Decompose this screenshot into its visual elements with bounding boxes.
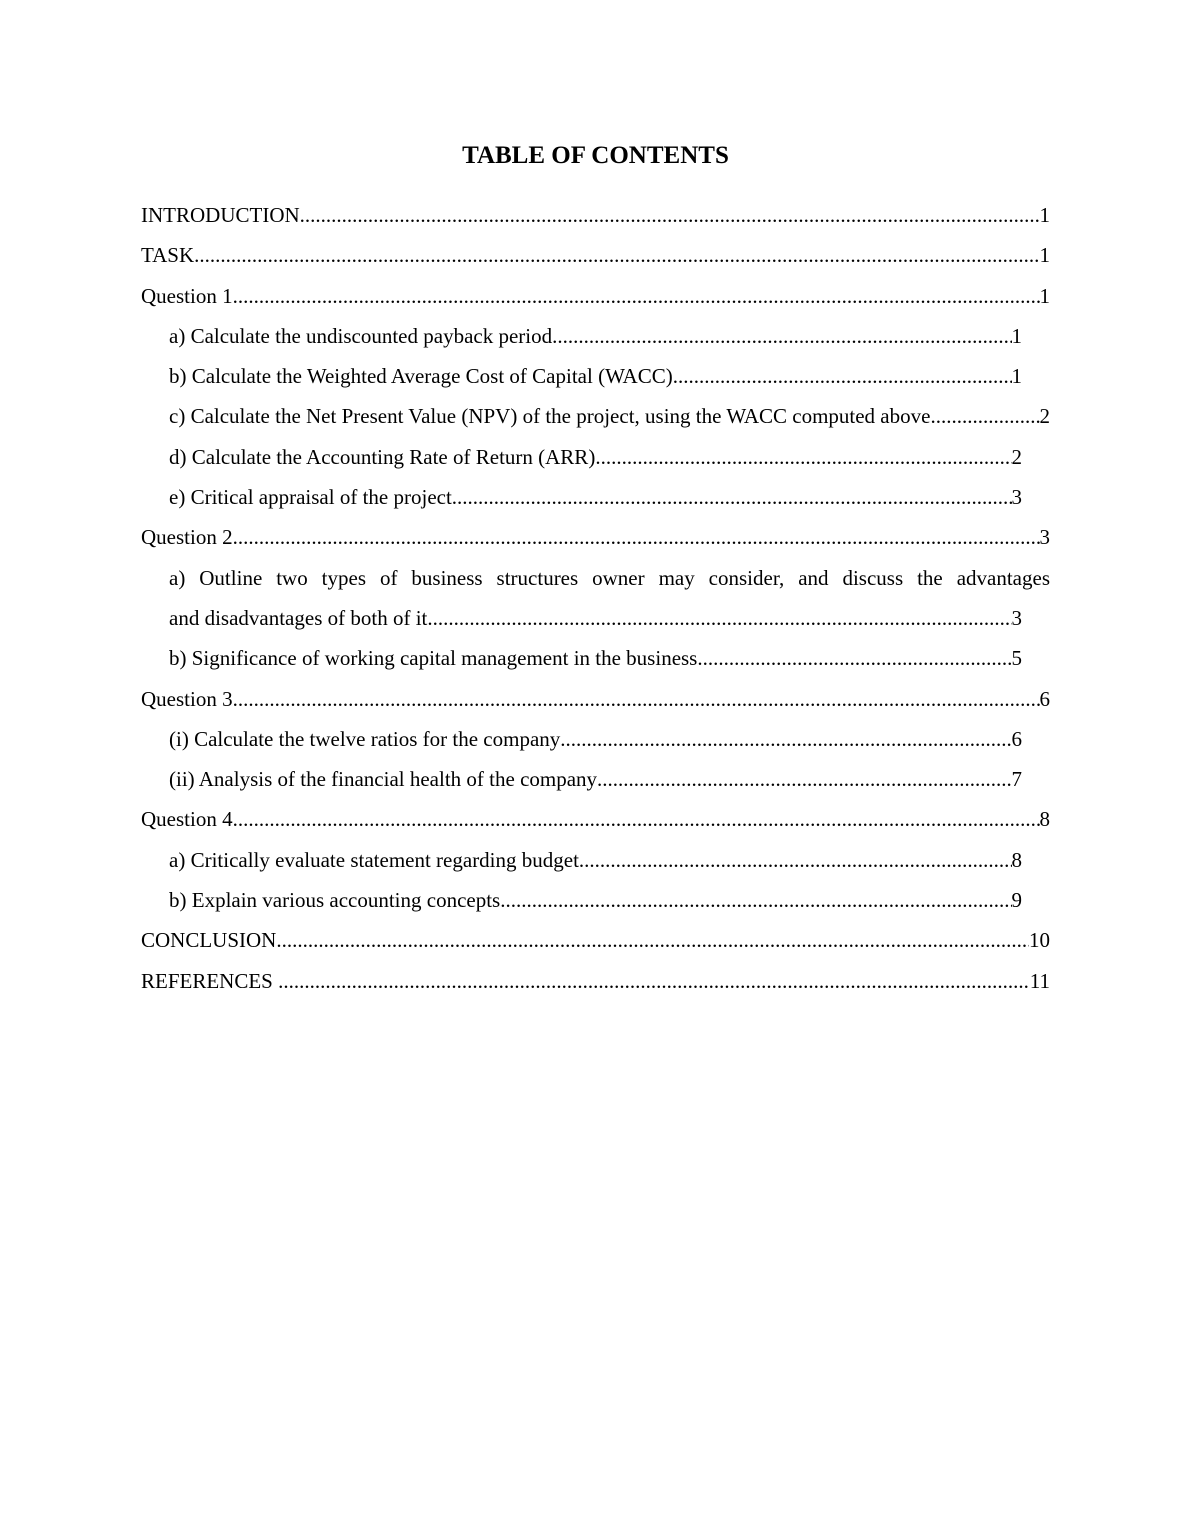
toc-entry-label: b) Significance of working capital management in the business xyxy=(169,646,698,671)
toc-page-number: 1 xyxy=(1011,364,1022,389)
toc-page-number: 6 xyxy=(1011,726,1022,751)
toc-page-number: 2 xyxy=(1011,444,1022,469)
toc-page-number: 8 xyxy=(1039,807,1050,832)
toc-entry-question-3[interactable] xyxy=(141,679,1050,719)
toc-entry-label: e) Critical appraisal of the project xyxy=(169,485,452,510)
toc-page-number: 1 xyxy=(1039,203,1050,227)
toc-entry-question-2[interactable] xyxy=(141,517,1050,557)
toc-dot-leader xyxy=(452,477,1012,517)
toc-entry-label-line1: a) Outline two types of business structures owner may consider, and discuss the advantages xyxy=(169,565,1050,590)
toc-page-number: 1 xyxy=(1039,243,1050,268)
toc-entry-q1-c[interactable] xyxy=(141,396,1050,436)
toc-entry-q1-e[interactable] xyxy=(141,477,1050,517)
toc-entry-q1-b[interactable] xyxy=(141,356,1050,396)
toc-entry-label: b) Explain various accounting concepts xyxy=(169,888,501,913)
toc-dot-leader xyxy=(595,437,1011,477)
toc-page-number: 2 xyxy=(1039,404,1050,429)
toc-page-number: 1 xyxy=(1011,323,1022,348)
toc-dot-leader xyxy=(300,195,1040,235)
toc-dot-leader xyxy=(560,719,1011,759)
toc-dot-leader xyxy=(930,396,1039,436)
toc-page-number: 6 xyxy=(1039,686,1050,711)
toc-dot-leader xyxy=(427,598,1011,638)
toc-entry-q4-b[interactable] xyxy=(141,880,1050,920)
toc-list xyxy=(141,195,1050,1001)
toc-page-number: 3 xyxy=(1011,485,1022,510)
toc-entry-task[interactable] xyxy=(141,235,1050,275)
toc-entry-label: Question 4 xyxy=(141,807,233,832)
toc-dot-leader xyxy=(233,276,1040,316)
toc-dot-leader xyxy=(552,316,1011,356)
toc-entry-introduction[interactable] xyxy=(141,195,1050,235)
toc-entry-references[interactable] xyxy=(141,961,1050,1001)
toc-page-number: 7 xyxy=(1011,767,1022,792)
toc-entry-q4-a[interactable] xyxy=(141,840,1050,880)
toc-page-number: 3 xyxy=(1011,605,1022,630)
toc-entry-q2-b[interactable] xyxy=(141,638,1050,678)
toc-dot-leader xyxy=(233,799,1040,839)
toc-entry-label: REFERENCES xyxy=(141,968,279,993)
toc-page-number: 3 xyxy=(1039,525,1050,550)
toc-dot-leader xyxy=(673,356,1012,396)
toc-entry-question-1[interactable] xyxy=(141,276,1050,316)
toc-entry-label: d) Calculate the Accounting Rate of Return (ARR) xyxy=(169,444,596,469)
toc-entry-label: b) Calculate the Weighted Average Cost of Capital (WACC) xyxy=(169,364,673,389)
toc-entry-label: (i) Calculate the twelve ratios for the company xyxy=(169,726,561,751)
toc-dot-leader xyxy=(500,880,1011,920)
toc-entry-label: c) Calculate the Net Present Value (NPV) of the project, using the WACC computed above xyxy=(169,404,931,429)
toc-page-number: 10 xyxy=(1029,928,1050,953)
toc-page-number: 5 xyxy=(1011,646,1022,671)
toc-dot-leader xyxy=(579,840,1012,880)
toc-page-number: 11 xyxy=(1029,968,1050,993)
toc-entry-label: a) Calculate the undiscounted payback period xyxy=(169,323,553,348)
toc-page-number: 9 xyxy=(1011,888,1022,913)
toc-entry-label: (ii) Analysis of the financial health of the company xyxy=(169,767,598,792)
toc-entry-q3-i[interactable] xyxy=(141,719,1050,759)
toc-entry-label: TASK xyxy=(141,243,195,268)
toc-title: TABLE OF CONTENTS xyxy=(462,142,729,169)
toc-entry-question-4[interactable] xyxy=(141,799,1050,839)
toc-page-number: 1 xyxy=(1039,283,1050,308)
toc-dot-leader xyxy=(278,961,1030,1001)
toc-entry-line2 xyxy=(169,598,1050,638)
toc-dot-leader xyxy=(233,517,1040,557)
toc-entry-q2-a[interactable] xyxy=(141,558,1050,639)
toc-entry-label-line2: and disadvantages of both of it xyxy=(169,605,428,630)
toc-entry-conclusion[interactable] xyxy=(141,920,1050,960)
toc-entry-label: INTRODUCTION xyxy=(141,203,300,227)
toc-entry-label: CONCLUSION xyxy=(141,928,277,953)
toc-entry-q3-ii[interactable] xyxy=(141,759,1050,799)
toc-entry-label: Question 1 xyxy=(141,283,233,308)
toc-dot-leader xyxy=(597,759,1011,799)
toc-entry-label: Question 2 xyxy=(141,525,233,550)
toc-page-number: 8 xyxy=(1011,847,1022,872)
toc-dot-leader xyxy=(194,235,1039,275)
toc-entry-q1-d[interactable] xyxy=(141,437,1050,477)
toc-entry-label: Question 3 xyxy=(141,686,233,711)
toc-entry-label: a) Critically evaluate statement regarding budget xyxy=(169,847,579,872)
toc-entry-q1-a[interactable] xyxy=(141,316,1050,356)
toc-dot-leader xyxy=(233,679,1040,719)
toc-dot-leader xyxy=(697,638,1011,678)
toc-dot-leader xyxy=(276,920,1029,960)
